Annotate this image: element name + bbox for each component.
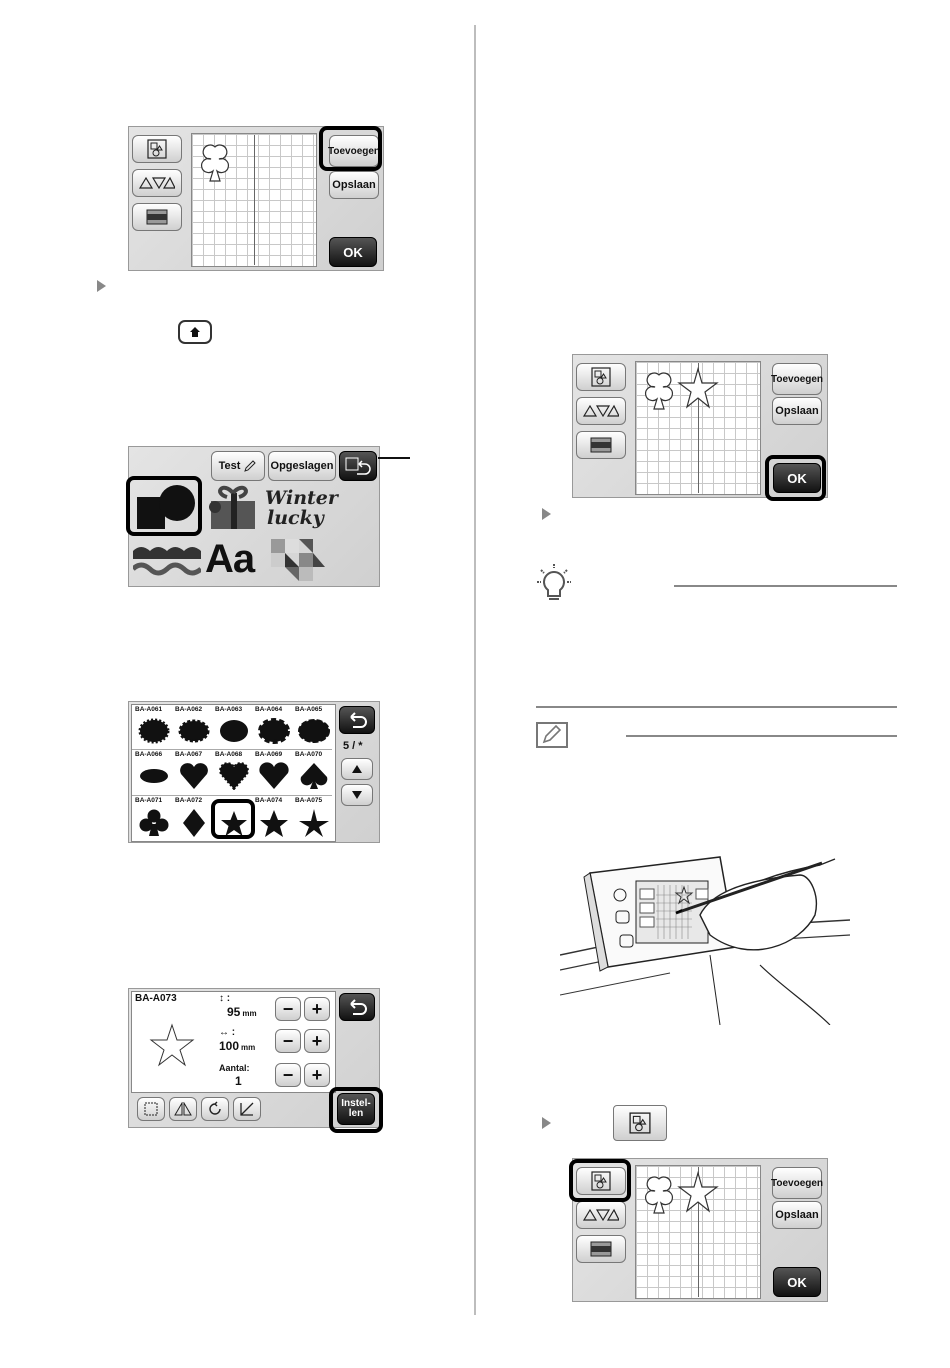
test-label: Test	[218, 460, 241, 472]
height-unit: mm	[242, 1009, 257, 1018]
pattern-label: BA-A065	[295, 706, 323, 713]
star-shape-icon	[677, 367, 719, 409]
page-down-button[interactable]	[341, 784, 373, 806]
set-button[interactable]: Instel- len	[337, 1093, 375, 1125]
height-plus-button[interactable]: +	[304, 997, 330, 1021]
page-indicator: 5 / *	[343, 740, 363, 752]
pattern-label: BA-A075	[295, 797, 323, 804]
row-separator	[132, 795, 332, 796]
add-button[interactable]: Toevoegen	[772, 363, 822, 395]
pattern-name: BA-A073	[135, 993, 177, 1004]
arrow-down-icon	[352, 791, 362, 799]
distort-button[interactable]	[233, 1097, 261, 1121]
height-minus-button[interactable]: −	[275, 997, 301, 1021]
clover-shape-icon	[195, 141, 235, 183]
mat-icon	[590, 436, 612, 454]
width-value: 100	[219, 1039, 240, 1053]
machine-illustration	[560, 855, 850, 1025]
pattern-label: BA-A067	[175, 751, 203, 758]
test-button[interactable]	[211, 451, 265, 481]
layout-icon-button[interactable]	[132, 135, 182, 163]
count-label: Aantal:	[219, 1063, 250, 1073]
star-shape-icon	[677, 1171, 719, 1213]
oval-icon	[218, 717, 250, 745]
add-button[interactable]: Toevoegen	[772, 1167, 822, 1199]
ok-button[interactable]: OK	[329, 237, 377, 267]
row-separator	[132, 749, 332, 750]
section-rule	[536, 706, 897, 708]
mat-icon-button[interactable]	[576, 1235, 626, 1263]
club-icon	[138, 808, 170, 838]
star-preview-icon	[149, 1023, 195, 1067]
back-arrow-icon	[347, 712, 367, 728]
align-triangles-icon	[583, 404, 619, 418]
distort-icon	[239, 1101, 255, 1117]
basic-shapes-highlight	[126, 476, 202, 536]
mat-icon	[146, 208, 168, 226]
pattern-label: BA-A072	[175, 797, 203, 804]
pattern-label: BA-A068	[215, 751, 243, 758]
layout-icon	[591, 367, 611, 387]
flat-oval-icon	[138, 762, 170, 790]
pattern-cell[interactable]	[135, 797, 173, 839]
play-triangle-icon	[97, 280, 106, 292]
pattern-cell[interactable]	[215, 706, 253, 748]
font-category-sample: Aa	[205, 537, 255, 581]
align-icon-button[interactable]	[132, 169, 182, 197]
width-value-row	[219, 1039, 255, 1053]
pattern-label: BA-A064	[255, 706, 283, 713]
ok-button-highlight	[765, 455, 826, 501]
note-rule	[674, 585, 897, 587]
wavy-oval-icon	[258, 717, 290, 745]
star-selection-highlight	[211, 799, 255, 839]
pattern-cell[interactable]	[295, 797, 333, 839]
pattern-cell[interactable]	[175, 797, 213, 839]
back-button[interactable]	[339, 993, 375, 1021]
height-value: 95	[227, 1005, 241, 1019]
pattern-label: BA-A070	[295, 751, 323, 758]
frame-icon	[144, 1102, 158, 1116]
diamond-icon	[178, 808, 210, 838]
wavy-oval-icon	[298, 717, 330, 745]
scallop-heart-icon	[218, 762, 250, 790]
mat-icon	[590, 1240, 612, 1258]
arrow-up-icon	[352, 765, 362, 773]
home-icon	[189, 326, 201, 338]
pattern-cell[interactable]	[255, 797, 293, 839]
heart-icon	[258, 762, 290, 790]
mat-icon-button[interactable]	[132, 203, 182, 231]
count-plus-button[interactable]: +	[304, 1063, 330, 1087]
quilt-pattern-icon	[269, 537, 327, 583]
pattern-label: BA-A069	[255, 751, 283, 758]
align-icon-button[interactable]	[576, 1201, 626, 1229]
scallop-oval-icon	[138, 717, 170, 745]
align-triangles-icon	[139, 176, 175, 190]
memo-pencil-icon	[535, 721, 569, 749]
memo-rule	[626, 735, 897, 737]
clover-shape-icon	[639, 1173, 679, 1215]
back-arrow-icon	[347, 999, 367, 1015]
home-button[interactable]	[178, 320, 212, 344]
pattern-cell[interactable]	[135, 706, 173, 748]
layout-icon	[147, 139, 167, 159]
height-value-row	[227, 1005, 257, 1019]
pattern-cell[interactable]	[175, 751, 213, 793]
width-label: ↔ :	[219, 1027, 236, 1038]
pencil-icon	[243, 459, 257, 473]
lucky-word: lucky	[267, 507, 324, 529]
mat-icon-button[interactable]	[576, 431, 626, 459]
pattern-label: BA-A062	[175, 706, 203, 713]
pattern-cell[interactable]	[255, 706, 293, 748]
layout-button-highlight	[569, 1159, 631, 1202]
pattern-cell[interactable]	[295, 751, 333, 793]
pattern-cell[interactable]	[255, 751, 293, 793]
ok-button[interactable]: OK	[773, 1267, 821, 1297]
gift-pattern-icon	[205, 483, 261, 531]
save-button[interactable]: Opslaan	[772, 1201, 822, 1229]
set-button-highlight	[329, 1087, 383, 1133]
pattern-cell[interactable]	[295, 706, 333, 748]
layout-back-icon	[345, 456, 371, 476]
align-triangles-icon	[583, 1208, 619, 1222]
add-button-highlight	[319, 126, 382, 171]
pattern-cell[interactable]	[175, 706, 213, 748]
clover-shape-icon	[639, 369, 679, 411]
callout-line	[378, 457, 410, 459]
pattern-label: BA-A074	[255, 797, 283, 804]
count-minus-button[interactable]: −	[275, 1063, 301, 1087]
layout-icon-button-inline[interactable]	[613, 1105, 667, 1141]
width-plus-button[interactable]: +	[304, 1029, 330, 1053]
layout-back-button[interactable]	[339, 451, 377, 481]
pattern-cell[interactable]	[135, 751, 173, 793]
scallop-oval-icon	[178, 717, 210, 745]
saved-button[interactable]: Opgeslagen	[268, 451, 336, 481]
layout-icon	[629, 1112, 651, 1134]
save-button[interactable]: Opslaan	[329, 171, 379, 199]
save-button[interactable]: Opslaan	[772, 397, 822, 425]
count-value: 1	[235, 1074, 242, 1088]
pattern-label: BA-A071	[135, 797, 163, 804]
pattern-label: BA-A061	[135, 706, 163, 713]
pattern-cell[interactable]	[215, 751, 253, 793]
align-icon-button[interactable]	[576, 397, 626, 425]
thin-star-icon	[298, 808, 330, 838]
border-pattern-icon	[133, 543, 201, 581]
column-divider	[474, 25, 476, 1315]
pattern-label: BA-A066	[135, 751, 163, 758]
lightbulb-icon	[535, 560, 573, 602]
spade-icon	[298, 762, 330, 790]
star-icon	[258, 808, 290, 838]
play-triangle-icon	[542, 1117, 551, 1129]
height-label: ↕ :	[219, 993, 231, 1004]
mat-center-line	[254, 135, 255, 265]
add-button[interactable]: Toevoegen	[329, 135, 379, 167]
page-up-button[interactable]	[341, 758, 373, 780]
size-frame-button[interactable]	[137, 1097, 165, 1121]
pattern-label: BA-A063	[215, 706, 243, 713]
mirror-icon	[174, 1102, 192, 1116]
width-unit: mm	[241, 1043, 256, 1052]
rotate-icon	[207, 1101, 223, 1117]
back-button[interactable]	[339, 706, 375, 734]
rotate-button[interactable]	[201, 1097, 229, 1121]
mirror-button[interactable]	[169, 1097, 197, 1121]
heart-icon	[178, 762, 210, 790]
play-triangle-icon	[542, 508, 551, 520]
layout-icon-button[interactable]	[576, 363, 626, 391]
ok-button[interactable]: OK	[773, 463, 821, 493]
width-minus-button[interactable]: −	[275, 1029, 301, 1053]
winter-word: Winter	[265, 487, 338, 509]
